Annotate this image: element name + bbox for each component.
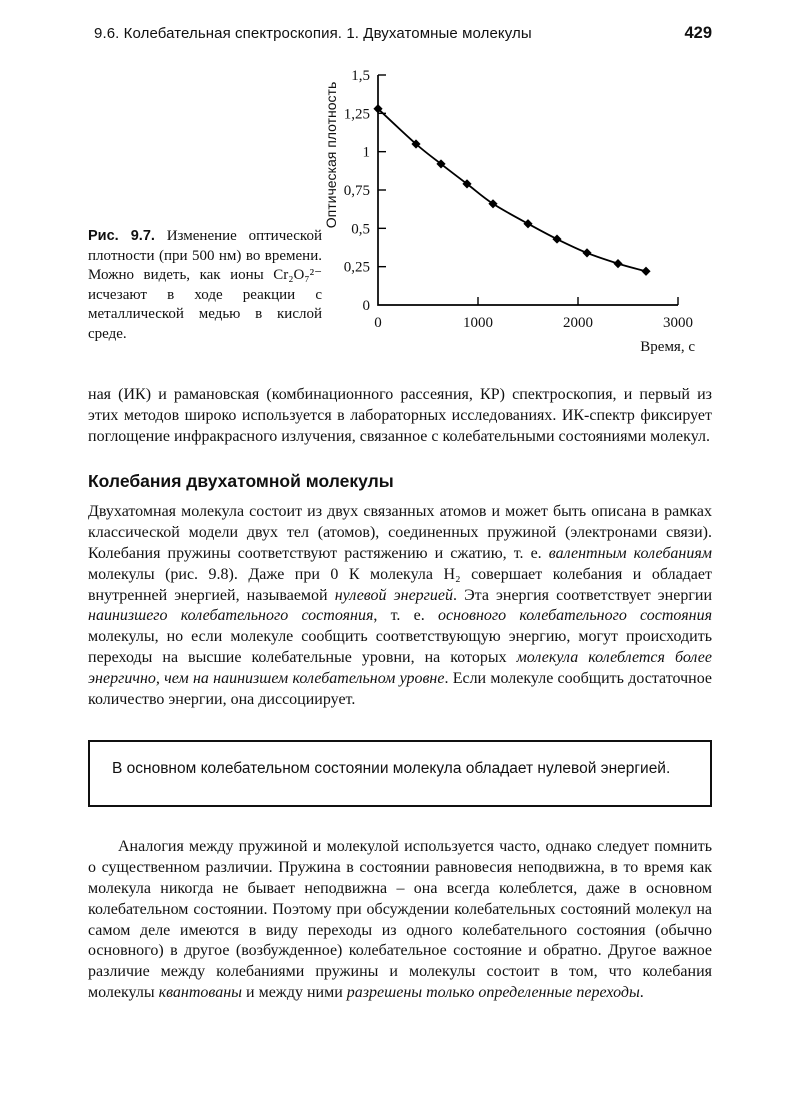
text-segment: молекулы (рис. 9.8). Даже при 0 К молекула H₂ совершает колебания и обладает внутренней энергией, называемой (88, 565, 712, 604)
y-tick-label: 0,25 (343, 259, 370, 276)
caption-emphasis-segment: основного колебательного состояния (437, 607, 713, 625)
text-segment: Двухатомная молекула состоит из двух связанных атомов и может быть описана в рамках классической модели двух тел (атомов), соединенных пружиной (электронами связи). Колебания пружины соответствуют растяжению и сжатию, т. е. (88, 503, 712, 562)
chart-axes (378, 75, 678, 305)
figure-9-7 (88, 59, 712, 365)
text-segment: . Если молекуле сообщить достаточное количество энергии, она диссоциирует. (88, 669, 712, 708)
data-point-marker (552, 234, 561, 243)
caption-emphasis-segment: наинизшего колебательного состояния (88, 607, 374, 625)
section-heading-vibrations: Колебания двухатомной молекулы (88, 471, 394, 492)
data-point-marker (613, 259, 622, 268)
text-segment: Изменение оптической плотности (при 500 нм) во времени. Можно видеть, как ионы Cr₂O₇²⁻ исчезают в ходе реакции с металлической медью в кислой среде. (88, 228, 322, 342)
callout-box (88, 740, 712, 807)
data-point-marker (641, 267, 650, 276)
optical-density-chart-svg (322, 59, 712, 365)
y-tick-label: 1,5 (351, 68, 370, 84)
paragraph-ir-raman: ная (ИК) и рамановская (комбинационного рассеяния, КР) спектроскопия, и первый из этих методов широко используется в лабораторных исследованиях. ИК-спектр фиксирует поглощение инфракрасного излучения, связанное с колебательными состояниями молекул. (88, 386, 712, 445)
y-tick-label: 0 (362, 298, 370, 314)
data-point-marker (523, 219, 532, 228)
caption-emphasis-segment: разрешены только определенные переходы (346, 983, 640, 1001)
caption-emphasis-segment: нулевой энергией (334, 586, 454, 604)
text-segment: молекулы, но если молекуле сообщить соответствующую энергию, могут происходить переходы на высшие колебательные уровни, на которых (88, 628, 712, 666)
page-number: 429 (684, 24, 712, 42)
text-segment: . Эта энергия соответствует энергии (453, 586, 713, 604)
caption-emphasis-segment: валентным колебаниям (548, 544, 713, 562)
text-segment: и между ними (242, 983, 347, 1001)
x-axis-title: Время, с (640, 339, 695, 355)
running-head (88, 24, 712, 43)
callout-text: В основном колебательном состоянии молекула обладает нулевой энергией. (112, 760, 671, 778)
data-curve (378, 109, 646, 272)
text-segment: Аналогия между пружиной и молекулой используется часто, однако следует помнить о существенном различии. Пружина в состоянии равновесия неподвижна, в то время как молекула никогда не бывает неподвижна – она всегда колеблется, даже в основном колебательном состоянии. Поэтому при обсуждении колебательных состояний молекул на самом деле имеются в виду переходы из одного колебательного состояния (обычно основного) в другое (возбужденное) колебательное состояние и обратно. Другое важное различие между колебаниями пружины и молекулы состоит в том, что колебания молекулы (88, 838, 712, 1001)
figure-chart (322, 59, 712, 365)
caption-emphasis-segment: квантованы (158, 983, 242, 1001)
y-tick-label: 0,75 (343, 183, 370, 199)
figure-caption (88, 227, 322, 365)
x-tick-label: 2000 (563, 315, 593, 331)
text-segment: , т. е. (373, 607, 438, 625)
x-tick-label: 0 (374, 315, 382, 331)
y-tick-label: 1,25 (343, 106, 370, 123)
x-tick-label: 1000 (463, 315, 493, 331)
y-tick-label: 0,5 (351, 221, 370, 238)
caption-emphasis-segment: молекула колеблется более энергично, чем на наинизшем колебательном уровне (88, 648, 712, 687)
running-head-title: 9.6. Колебательная спектроскопия. 1. Двухатомные молекулы (94, 25, 532, 42)
caption-emphasis-segment: Рис. 9.7. (88, 228, 155, 244)
text-segment: . (639, 983, 644, 1001)
y-axis-title: Оптическая плотность (323, 81, 339, 229)
data-point-marker (582, 248, 591, 257)
paragraph-spring-analogy (88, 837, 712, 1003)
x-tick-label: 3000 (663, 315, 693, 331)
paragraph-diatomic-vibrations (88, 502, 712, 710)
y-tick-label: 1 (362, 144, 370, 161)
